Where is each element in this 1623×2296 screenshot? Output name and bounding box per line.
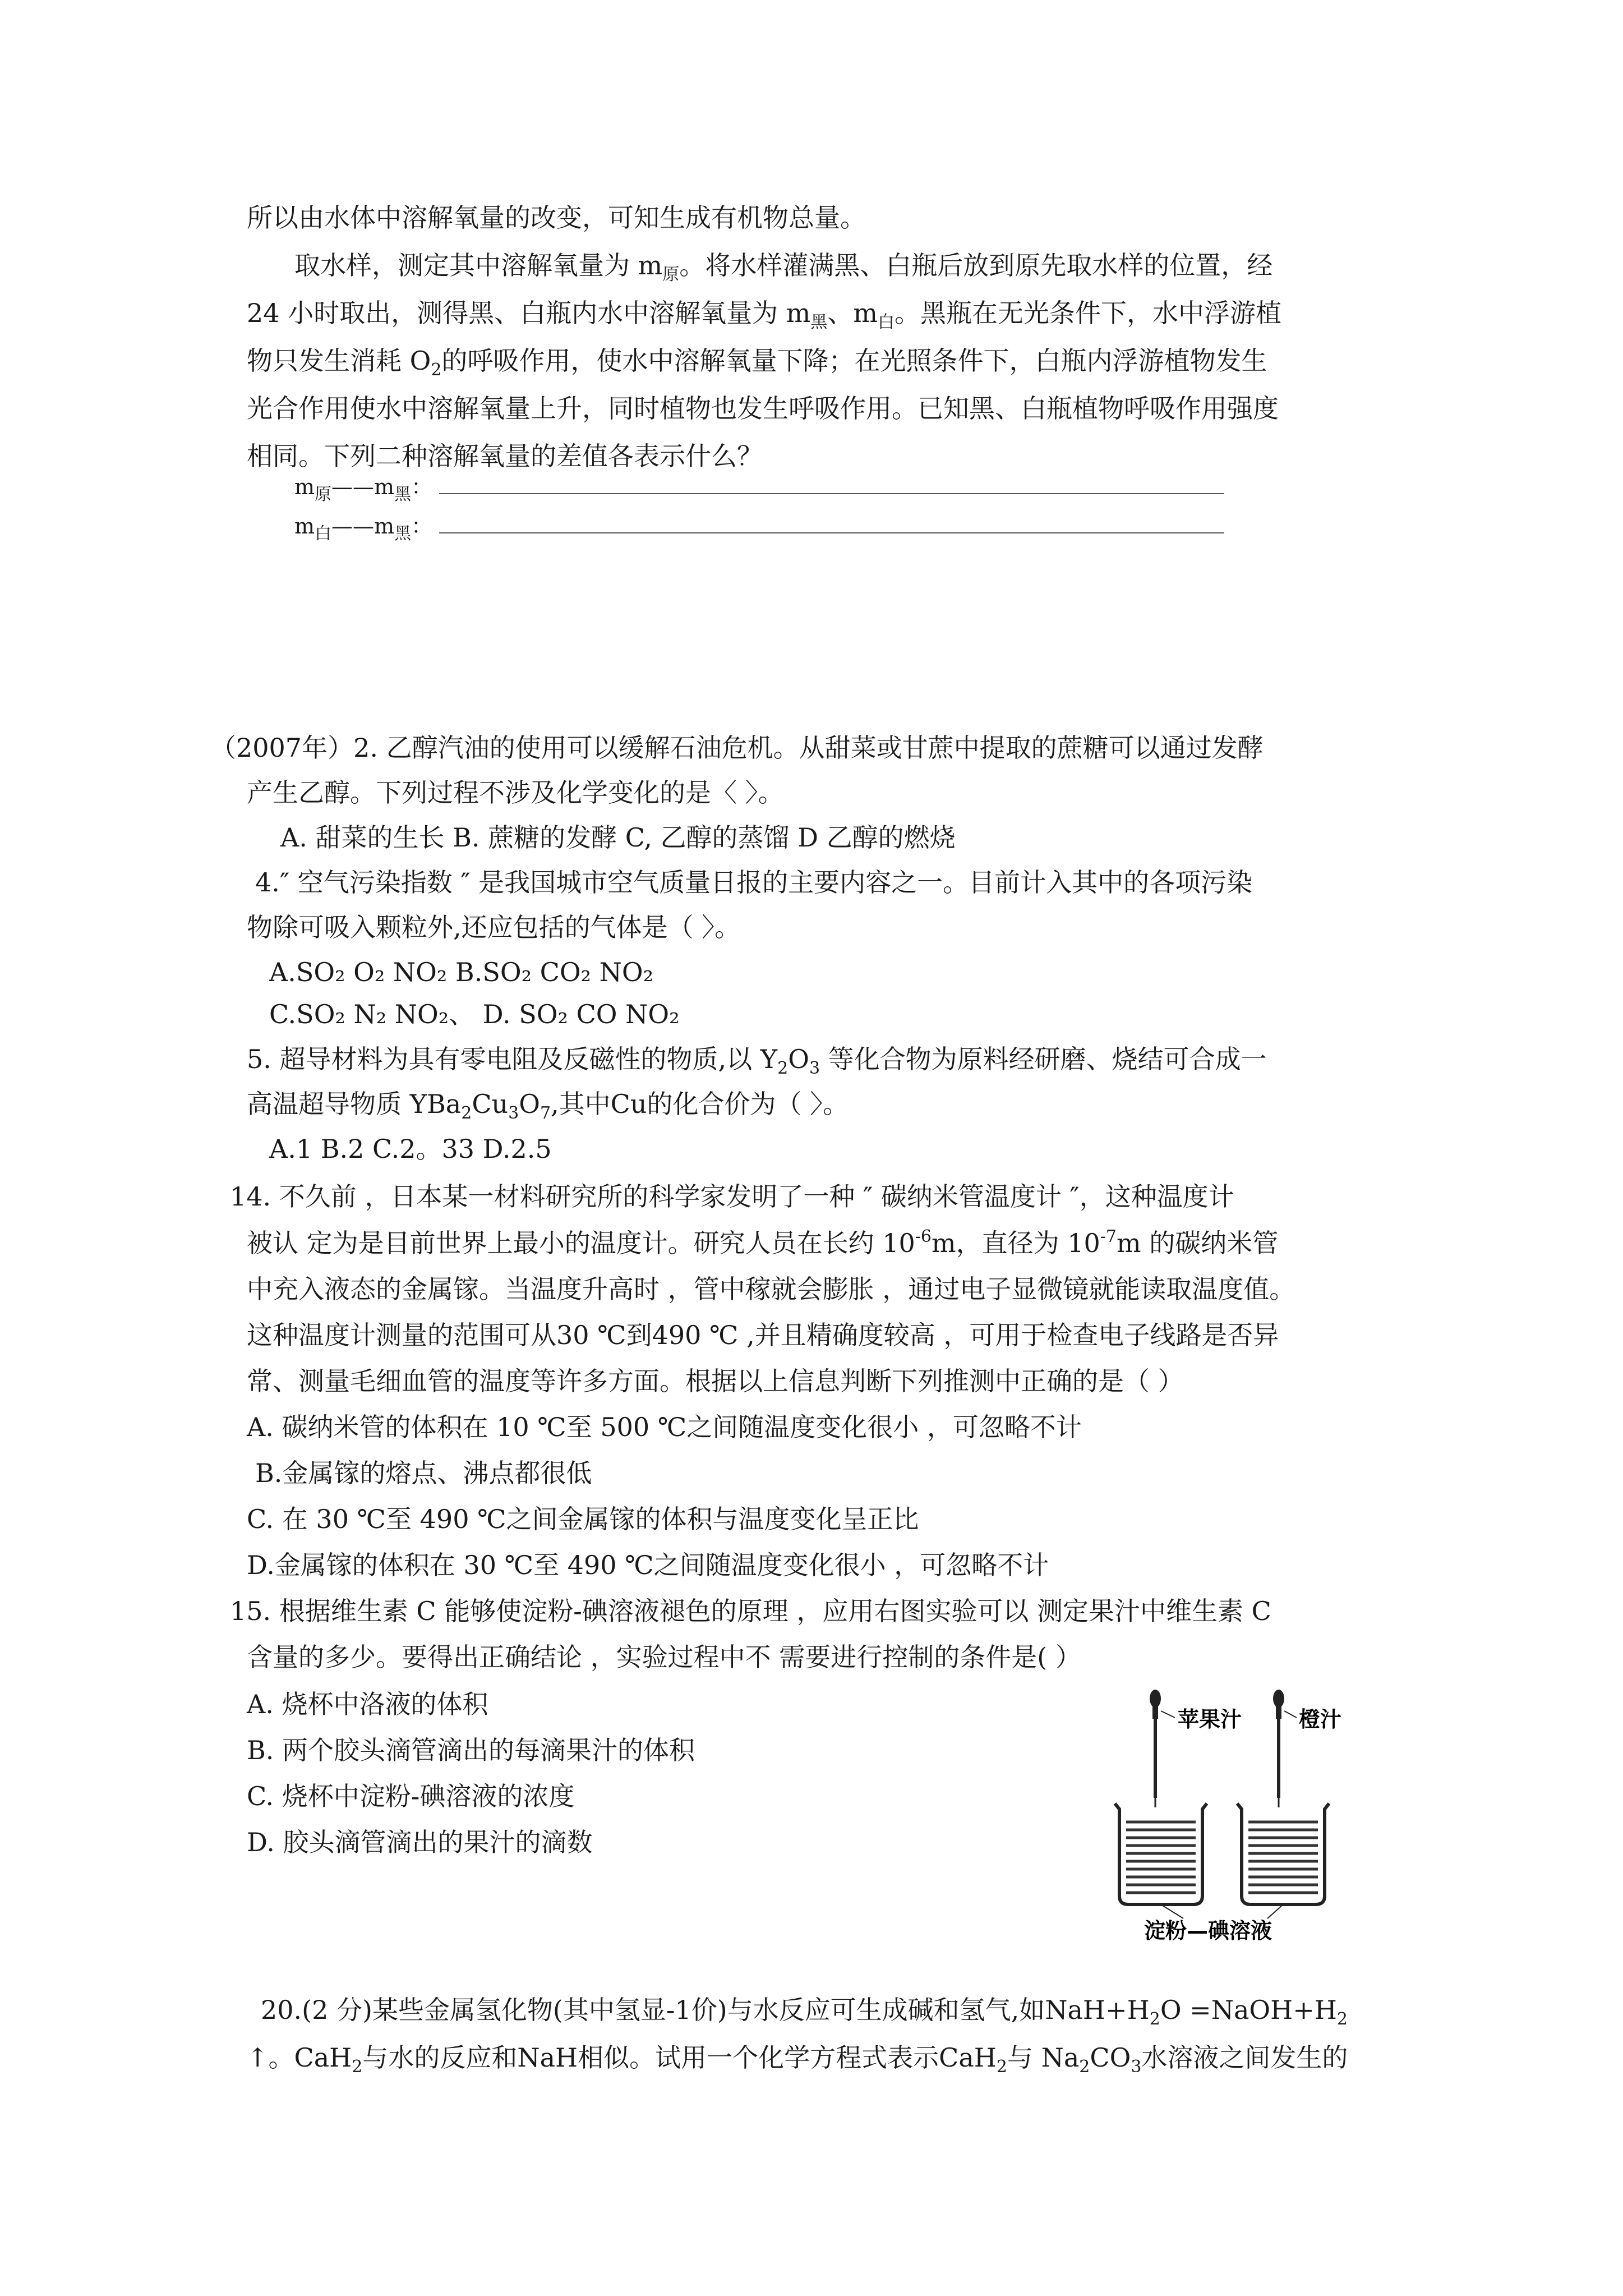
question-14-line: 14. 不久前 ，日本某一材料研究所的科学家发明了一种 ″ 碳纳米管温度计 ″，这种温度计 <box>230 1181 1234 1212</box>
beaker-left-icon <box>1115 1803 1207 1904</box>
paragraph-line: 取水样，测定其中溶解氧量为 $m_原$。将水样灌满黑、白瓶后放到原先取水样的位置，经 <box>294 250 1273 284</box>
answer-line[interactable] <box>439 476 1224 494</box>
question-14-option-b: B.金属镓的熔点、沸点都很低 <box>255 1458 592 1488</box>
question-15-option-d: D. 胶头滴管滴出的果汁的滴数 <box>247 1827 593 1857</box>
beaker-experiment-figure <box>1099 1683 1363 1947</box>
question-4-options: C.SO₂ N₂ NO₂、 D. SO₂ CO NO₂ <box>269 999 680 1029</box>
figure-label-bottom: 淀粉—碘溶液 <box>1144 1918 1272 1943</box>
question-5-line: 5. 超导材料为具有零电阻及反磁性的物质,以 $Y_2O_3$ 等化合物为原料经研磨、烧结可合成一 <box>247 1044 1267 1078</box>
question-15-line: 15. 根据维生素 C 能够使淀粉-碘溶液褪色的原理 ，应用右图实验可以 测定果汁中维生素 C <box>230 1596 1271 1626</box>
question-14-line: 这种温度计测量的范围可从30 ℃到490 ℃ ,并且精确度较高 ，可用于检查电子线路是否异 <box>247 1320 1279 1350</box>
question-14-option-d: D.金属镓的体积在 30 ℃至 490 ℃之间随温度变化很小 ，可忽略不计 <box>247 1550 1049 1580</box>
beaker-right-icon <box>1237 1803 1329 1904</box>
question-14-line: 常、测量毛细血管的温度等许多方面。根据以上信息判断下列推测中正确的是（ ） <box>247 1366 1184 1396</box>
dropper-left-icon <box>1150 1690 1161 1807</box>
figure-label-right: 橙汁 <box>1299 1707 1342 1732</box>
dropper-right-icon <box>1273 1690 1284 1807</box>
question-15-option-c: C. 烧杯中淀粉-碘溶液的浓度 <box>247 1781 575 1811</box>
question-5-line: 高温超导物质 $YBa_2Cu_3O_7$,其中Cu的化合价为（ 〉。 <box>247 1089 849 1123</box>
paragraph-line: 光合作用使水中溶解氧量上升，同时植物也发生呼吸作用。已知黑、白瓶植物呼吸作用强度 <box>247 393 1279 424</box>
paragraph-line: 相同。下列二种溶解氧量的差值各表示什么？ <box>247 441 763 471</box>
answer-line[interactable] <box>439 516 1224 533</box>
answer-blank-2: $m_白——m_黑$： <box>294 510 1224 542</box>
question-14-line: 中充入液态的金属镓。当温度升高时 ，管中稼就会膨胀 ，通过电子显微镜就能读取温度值。 <box>247 1274 1295 1304</box>
question-4-line: 4.″ 空气污染指数 ″ 是我国城市空气质量日报的主要内容之一。目前计入其中的各项污染 <box>255 867 1253 898</box>
question-4-options: A.SO₂ O₂ NO₂ B.SO₂ CO₂ NO₂ <box>269 957 654 987</box>
question-15-option-b: B. 两个胶头滴管滴出的每滴果汁的体积 <box>247 1735 695 1765</box>
question-14-option-c: C. 在 30 ℃至 490 ℃之间金属镓的体积与温度变化呈正比 <box>247 1504 919 1534</box>
question-2-options: A. 甜菜的生长 B. 蔗糖的发酵 C, 乙醇的蒸馏 D 乙醇的燃烧 <box>280 822 956 853</box>
answer-blank-1: $m_原——m_黑$： <box>294 471 1224 503</box>
figure-label-left: 苹果汁 <box>1178 1707 1242 1732</box>
question-20-line: 20.(2 分)某些金属氢化物(其中氢显-1价)与水反应可生成碱和氢气,如$NaH+H_2O$ $=NaOH+H_2$ <box>261 1995 1348 2029</box>
paragraph-line: 物只发生消耗 $O_2$的呼吸作用，使水中溶解氧量下降；在光照条件下，白瓶内浮游植物发生 <box>247 346 1267 380</box>
paragraph-line: 所以由水体中溶解氧量的改变，可知生成有机物总量。 <box>247 203 866 233</box>
question-2-line: （2007年）2. 乙醇汽油的使用可以缓解石油危机。从甜菜或甘蔗中提取的蔗糖可以通过发酵 <box>210 733 1264 763</box>
question-14-option-a: A. 碳纳米管的体积在 10 ℃至 500 ℃之间随温度变化很小 ，可忽略不计 <box>247 1412 1082 1442</box>
question-14-line: 被认 定为是目前世界上最小的温度计。研究人员在长约 $10^{-6}m$，直径为 $10^{-7}m$ 的碳纳米管 <box>247 1227 1279 1258</box>
question-5-options: A.1 B.2 C.2。33 D.2.5 <box>269 1134 552 1164</box>
question-15-option-a: A. 烧杯中洛液的体积 <box>247 1689 488 1719</box>
question-20-line: ↑。CaH$_2$与水的反应和NaH相似。试用一个化学方程式表示CaH$_2$与 $Na_2CO_3$水溶液之间发生的 <box>247 2042 1348 2077</box>
question-2-line: 产生乙醇。下列过程不涉及化学变化的是〈 〉。 <box>247 777 784 808</box>
question-4-line: 物除可吸入颗粒外,还应包括的气体是（ 〉。 <box>247 912 741 942</box>
question-15-line: 含量的多少。要得出正确结论 ，实验过程中不 需要进行控制的条件是( ） <box>247 1642 1081 1672</box>
paragraph-line: 24 小时取出，测得黑、白瓶内水中溶解氧量为 $m_黑$、$m_白$。黑瓶在无光条件下，水中浮游植 <box>247 298 1282 332</box>
